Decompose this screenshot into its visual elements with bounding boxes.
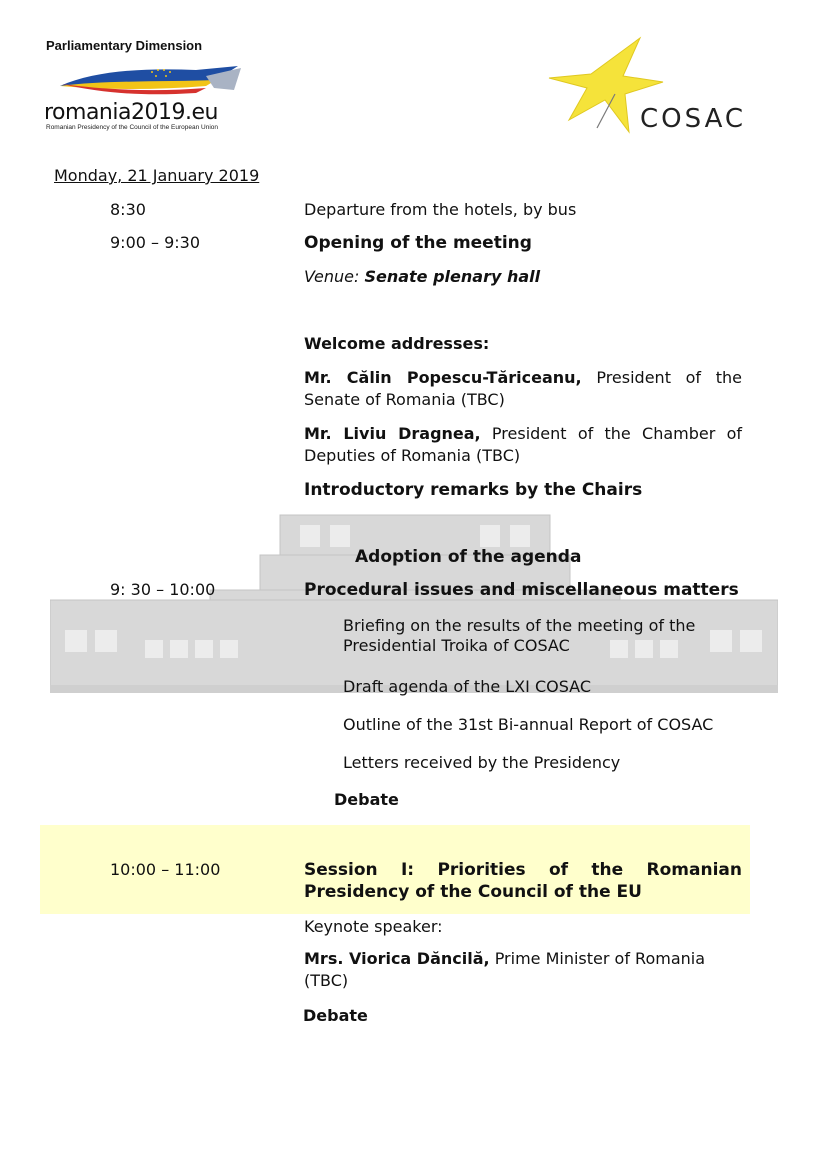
venue-line (304, 266, 540, 288)
parliamentary-dimension-title: Parliamentary Dimension (46, 38, 203, 53)
agenda-date: Monday, 21 January 2019 (54, 166, 260, 185)
romania-flag-wave-icon (56, 60, 246, 100)
speaker-1-name: Mr. Călin Popescu-Tăriceanu, (304, 368, 582, 387)
adoption-of-agenda: Adoption of the agenda (355, 547, 582, 567)
procedural-bullet-2: Draft agenda of the LXI COSAC (343, 677, 591, 696)
welcome-speaker-1 (304, 367, 742, 411)
keynote-speaker (304, 948, 724, 992)
procedural-title: Procedural issues and miscellaneous matters (304, 580, 739, 600)
keynote-label: Keynote speaker: (304, 917, 443, 936)
keynote-speaker-name: Mrs. Viorica Dăncilă, (304, 949, 490, 968)
departure-text: Departure from the hotels, by bus (304, 200, 577, 219)
speaker-1-role: President of the Senate of Romania (TBC) (304, 368, 743, 409)
session-1-debate: Debate (303, 1006, 368, 1025)
time-procedural: 9: 30 – 10:00 (110, 580, 216, 599)
opening-title: Opening of the meeting (304, 233, 532, 253)
venue-label: Venue: (304, 267, 360, 286)
cosac-logo-text: COSAC (640, 104, 747, 134)
romania2019-logo-subtitle: Romanian Presidency of the Council of the European Union (46, 124, 218, 131)
time-opening: 9:00 – 9:30 (110, 233, 201, 252)
romania2019-logo-text: romania2019.eu (44, 100, 218, 125)
introductory-remarks: Introductory remarks by the Chairs (304, 480, 643, 500)
venue-value: Senate plenary hall (364, 267, 541, 286)
time-departure: 8:30 (110, 200, 146, 219)
speaker-2-role: President of the Chamber of Deputies of Romania (TBC) (304, 424, 743, 465)
keynote-speaker-role: Prime Minister of Romania (TBC) (304, 949, 706, 990)
procedural-debate: Debate (334, 790, 399, 809)
welcome-speaker-2 (304, 423, 742, 467)
speaker-2-name: Mr. Liviu Dragnea, (304, 424, 481, 443)
time-session-1: 10:00 – 11:00 (110, 860, 221, 879)
procedural-bullet-3: Outline of the 31st Bi-annual Report of COSAC (343, 715, 714, 734)
welcome-heading: Welcome addresses: (304, 334, 490, 353)
session-1-title: Session I: Priorities of the Romanian Presidency of the Council of the EU (304, 860, 742, 902)
procedural-bullet-1: Briefing on the results of the meeting of the Presidential Troika of COSAC (343, 616, 696, 655)
procedural-bullet-4: Letters received by the Presidency (343, 753, 621, 772)
